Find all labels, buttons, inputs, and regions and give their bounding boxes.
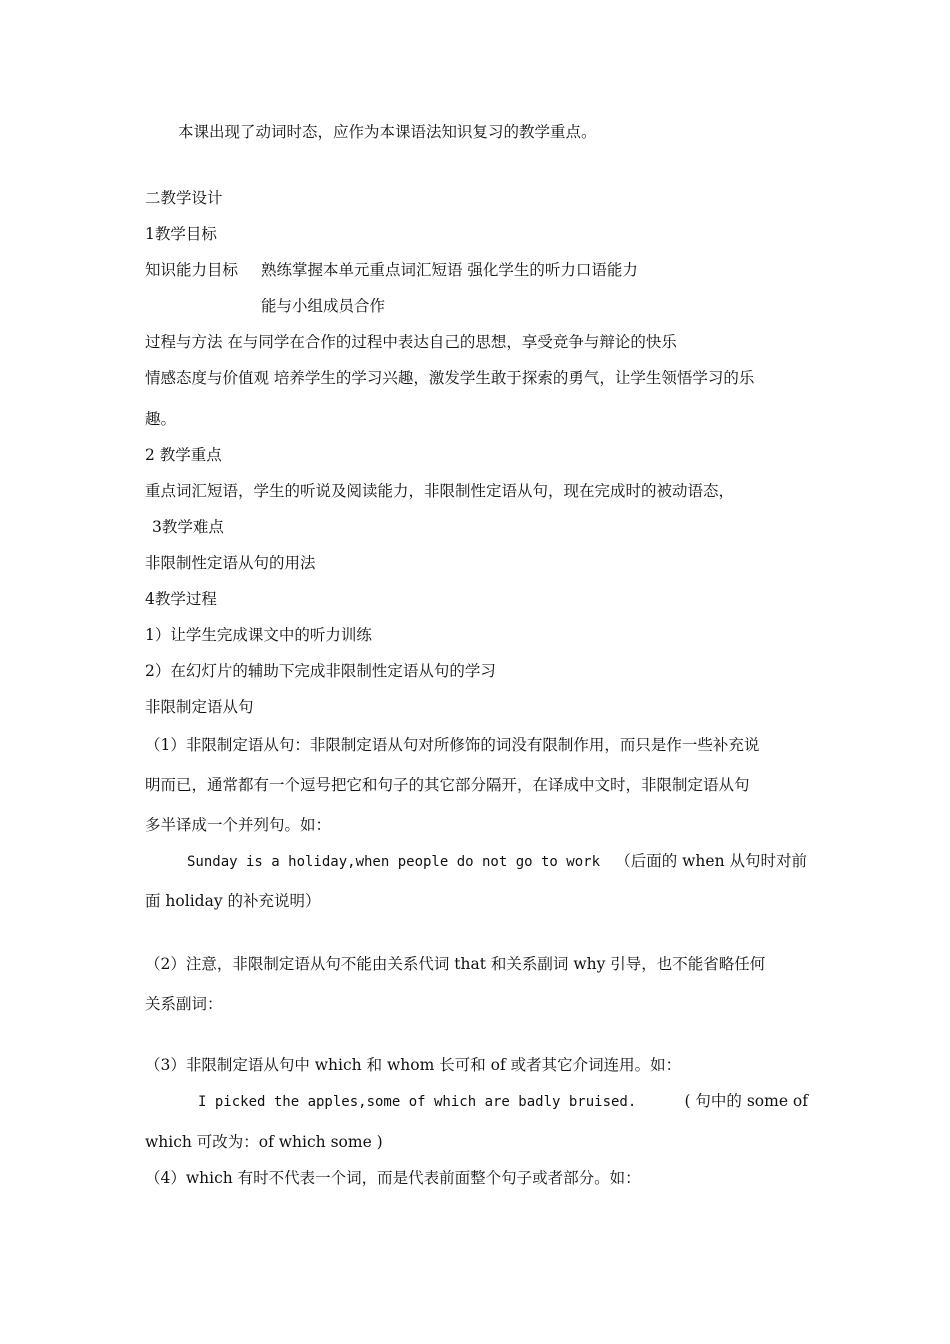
example-1-line [187,851,807,872]
paragraph-tense-focus: 本课出现了动词时态，应作为本课语法知识复习的教学重点。 [178,123,597,141]
process-step-1: 1）让学生完成课文中的听力训练 [145,626,372,644]
heading-key-points: 2 教学重点 [145,446,222,464]
rule-4-line: （4）which 有时不代表一个词，而是代表前面整个句子或者部分。如： [145,1169,641,1187]
heading-teaching-process: 4教学过程 [145,590,217,608]
rule-2-line-2: 关系副词： [145,995,223,1013]
example-2-english: I picked the apples,some of which are badly bruised. [198,1094,637,1110]
knowledge-goal-cont: 能与小组成员合作 [261,297,386,315]
example-2-note-cont: which 可改为：of which some ) [145,1133,383,1151]
subheading-nonrestrictive: 非限制定语从句 [145,698,254,716]
rule-3-line: （3）非限制定语从句中 which 和 whom 长可和 of 或者其它介词连用。如： [145,1056,682,1074]
example-2-note: ( 句中的 some of [684,1092,808,1110]
rule-1-line-2: 明而已，通常都有一个逗号把它和句子的其它部分隔开，在译成中文时，非限制定语从句 [145,776,750,794]
knowledge-goal-line [145,260,810,280]
process-step-2: 2）在幻灯片的辅助下完成非限制性定语从句的学习 [145,662,496,680]
emotion-attitude-line: 情感态度与价值观 培养学生的学习兴趣，激发学生敢于探索的勇气，让学生领悟学习的乐 [145,369,755,387]
rule-1-line-1: （1）非限制定语从句：非限制定语从句对所修饰的词没有限制作用，而只是作一些补充说 [145,736,760,754]
heading-teaching-goals: 1教学目标 [145,225,217,243]
process-method-line: 过程与方法 在与同学在合作的过程中表达自己的思想，享受竞争与辩论的快乐 [145,333,677,351]
example-1-note: （后面的 when 从句时对前 [615,852,807,870]
rule-2-line-1: （2）注意，非限制定语从句不能由关系代词 that 和关系副词 why 引导，也不能省略任何 [145,955,766,973]
rule-1-line-3: 多半译成一个并列句。如： [145,816,332,834]
emotion-attitude-cont: 趣。 [145,410,177,428]
example-2-line [198,1091,808,1112]
knowledge-goal-text: 熟练掌握本单元重点词汇短语 强化学生的听力口语能力 [261,261,638,279]
key-points-text: 重点词汇短语，学生的听说及阅读能力，非限制性定语从句，现在完成时的被动语态， [145,482,735,500]
example-1-english: Sunday is a holiday,when people do not go to work [187,854,601,870]
knowledge-goal-label: 知识能力目标 [145,261,239,279]
example-1-note-cont: 面 holiday 的补充说明） [145,892,321,910]
heading-teaching-design: 二教学设计 [145,189,223,207]
heading-difficulties: 3教学难点 [152,518,224,536]
difficulties-text: 非限制性定语从句的用法 [145,554,316,572]
